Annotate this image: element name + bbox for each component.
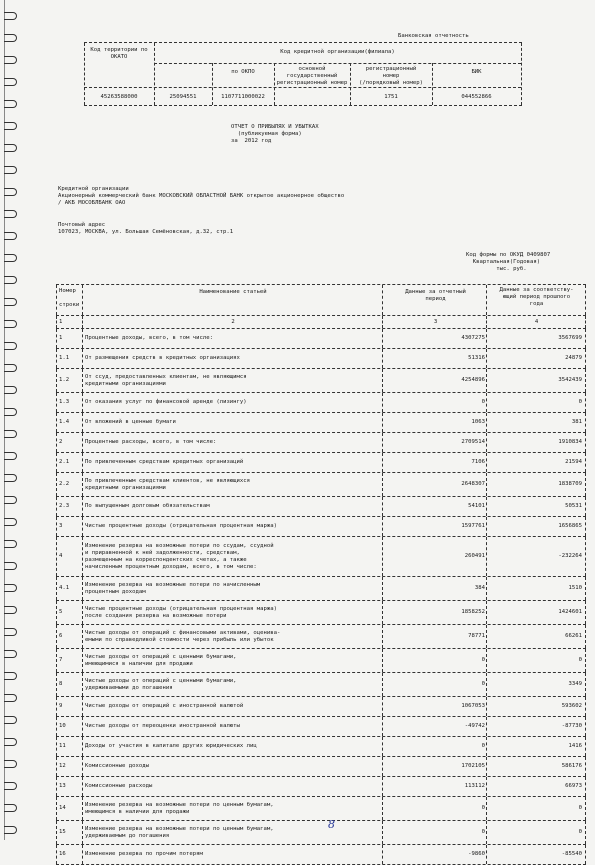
binding-loop: [4, 540, 17, 548]
table-row: [56, 433, 586, 453]
row-previous-value: -87730: [561, 723, 582, 729]
row-item-name: Чистые процентные доходы (отрицательная процентная маржа) после создания резерва на возможные потери: [85, 605, 277, 619]
row-current-value: 0: [481, 829, 485, 835]
row-number: 8: [59, 681, 63, 687]
binding-loop: [4, 386, 17, 394]
table-row: [56, 737, 586, 757]
row-current-value: 2709514: [461, 439, 485, 445]
row-item-name: Изменение резерва на возможные потери по ценным бумагам, удерживаемым до погашения: [85, 825, 274, 839]
row-current-value: 1063: [471, 419, 485, 425]
row-previous-value: 0: [578, 399, 582, 405]
row-item-name: Процентные расходы, всего, в том числе:: [85, 439, 217, 445]
row-previous-value: 3542439: [558, 377, 582, 383]
row-number: 4.1: [59, 585, 70, 591]
row-current-value: 0: [481, 681, 485, 687]
row-item-name: Изменение резерва на возможные потери по начисленным процентным доходам: [85, 581, 261, 595]
row-item-name: От вложений в ценные бумаги: [85, 419, 176, 425]
binding-loop: [4, 430, 17, 438]
header-okato: Код территории по ОКАТО: [90, 47, 148, 60]
row-number: 1.2: [59, 377, 70, 383]
binding-loop: [4, 188, 17, 196]
binding-loop: [4, 650, 17, 658]
binding-loop: [4, 738, 17, 746]
header-reg-number: регистрационный номер (/порядковый номер): [359, 66, 423, 86]
binding-loop: [4, 144, 17, 152]
binding-loop: [4, 210, 17, 218]
report-page: [26, 0, 595, 857]
table-row: [56, 797, 586, 821]
form-code: Код формы по ОКУД 0409807 Квартальная(Годовая) тыс. руб.: [466, 252, 551, 272]
row-number: 2: [59, 439, 63, 445]
binding-loop: [4, 496, 17, 504]
row-item-name: Чистые доходы от операций с иностранной валютой: [85, 703, 244, 709]
binding-loop: [4, 342, 17, 350]
table-row: [56, 413, 586, 433]
row-current-value: 78771: [468, 633, 485, 639]
header-previous-period: Данные за соответству- ющий период прошлого года: [499, 287, 574, 307]
row-previous-value: -85540: [561, 851, 582, 857]
header-credit-org-code: Код кредитной организации(филиала): [280, 49, 395, 55]
binding-loop: [4, 298, 17, 306]
row-number: 12: [59, 763, 66, 769]
row-previous-value: 1656865: [558, 523, 582, 529]
row-previous-value: 3567699: [558, 335, 582, 341]
row-number: 6: [59, 633, 63, 639]
report-category: Банковская отчетность: [398, 33, 469, 39]
binding-loop: [4, 254, 17, 262]
table-row: [56, 673, 586, 697]
row-number: 7: [59, 657, 63, 663]
table-body: [56, 329, 586, 865]
postal-address: Почтовый адрес 107023, МОСКВА, ул. Большая Семёновская, д.32, стр.1: [58, 222, 234, 235]
table-row: [56, 757, 586, 777]
table-row: [56, 845, 586, 865]
binding-loop: [4, 276, 17, 284]
row-previous-value: 21594: [565, 459, 582, 465]
binding-loop: [4, 716, 17, 724]
table-row: [56, 601, 586, 625]
table-row: [56, 393, 586, 413]
row-previous-value: -232264: [558, 553, 582, 559]
row-item-name: Чистые процентные доходы (отрицательная процентная маржа): [85, 523, 277, 529]
binding-loop: [4, 364, 17, 372]
row-number: 16: [59, 851, 66, 857]
row-current-value: 54101: [468, 503, 485, 509]
column-number: 1: [59, 319, 63, 325]
table-row: [56, 777, 586, 797]
row-item-name: Изменение резерва на возможные потери по ценным бумагам, имеющимся в наличии для продажи: [85, 801, 274, 815]
row-current-value: 2648307: [461, 481, 485, 487]
row-previous-value: 1910834: [558, 439, 582, 445]
row-number: 11: [59, 743, 66, 749]
binding-loop: [4, 12, 17, 20]
row-current-value: 1858252: [461, 609, 485, 615]
row-current-value: 0: [481, 805, 485, 811]
row-number: 2.1: [59, 459, 70, 465]
binding-loop: [4, 56, 17, 64]
row-current-value: 4254896: [461, 377, 485, 383]
bik-value: 044552866: [461, 94, 492, 100]
row-current-value: 113112: [464, 783, 485, 789]
column-number: 4: [534, 319, 539, 325]
organization-name: Кредитной организации Акционерный коммерческий банк МОСКОВСКИЙ ОБЛАСТНОЙ БАНК открытое акционерное общество / АКБ МОСОБЛБАНК ОАО: [58, 186, 345, 206]
row-item-name: Чистые доходы от переоценки иностранной валюты: [85, 723, 240, 729]
row-number: 15: [59, 829, 66, 835]
row-number: 3: [59, 523, 63, 529]
row-current-value: 1702105: [461, 763, 485, 769]
table-row: [56, 649, 586, 673]
row-item-name: Изменение резерва на возможные потери по ссудам, ссудной и приравненной к ней задолженности, средствам, размещенным на корреспондентских счетах, а также начисленным процентным доходам, всего, в том числе:: [85, 542, 274, 570]
table-row: [56, 717, 586, 737]
header-current-period: Данные за отчетный период: [405, 289, 466, 302]
header-bik: БИК: [471, 69, 482, 75]
binding-loop: [4, 34, 17, 42]
row-item-name: Чистые доходы от операций с ценными бумагами, имеющимися в наличии для продажи: [85, 653, 237, 667]
binding-loop: [4, 78, 17, 86]
row-previous-value: 66261: [565, 633, 582, 639]
row-item-name: От оказания услуг по финансовой аренде (лизингу): [85, 399, 247, 405]
table-row: [56, 453, 586, 473]
binding-loop: [4, 122, 17, 130]
row-item-name: От ссуд, предоставленных клиентам, не являющимся кредитными организациями: [85, 373, 247, 387]
column-number: 2: [231, 319, 235, 325]
row-number: 5: [59, 609, 63, 615]
row-previous-value: 1424601: [558, 609, 582, 615]
row-item-name: От размещения средств в кредитных организациях: [85, 355, 240, 361]
row-item-name: По выпущенным долговым обязательствам: [85, 503, 210, 509]
row-item-name: Доходы от участия в капитале других юридических лиц: [85, 743, 257, 749]
row-current-value: -9860: [468, 851, 485, 857]
okato-value: 45263588000: [100, 94, 138, 100]
row-previous-value: 0: [578, 805, 582, 811]
header-row-number: Номер строки: [59, 288, 80, 308]
row-number: 2.2: [59, 481, 70, 487]
binding-loop: [4, 562, 17, 570]
report-title: ОТЧЕТ О ПРИБЫЛЯХ И УБЫТКАХ (публикуемая форма) за 2012 год: [231, 124, 319, 144]
table-row: [56, 537, 586, 577]
row-current-value: 384: [474, 585, 485, 591]
row-previous-value: 1838709: [558, 481, 582, 487]
column-number-row: [56, 316, 586, 329]
row-previous-value: 24879: [565, 355, 582, 361]
binding-loop: [4, 320, 17, 328]
header-item-name: Наименование статьей: [199, 289, 267, 295]
spiral-binding: [0, 0, 26, 840]
table-row: [56, 369, 586, 393]
table-row: [56, 349, 586, 369]
handwritten-page-number: 8: [328, 818, 335, 831]
row-current-value: 4307275: [461, 335, 485, 341]
row-number: 1.3: [59, 399, 70, 405]
row-previous-value: 3349: [568, 681, 582, 687]
binding-loop: [4, 166, 17, 174]
binding-loop: [4, 100, 17, 108]
row-current-value: 1067053: [461, 703, 485, 709]
row-previous-value: 50531: [565, 503, 582, 509]
row-number: 10: [59, 723, 66, 729]
table-header: [56, 284, 586, 316]
income-statement-table: [56, 284, 586, 865]
binding-loop: [4, 474, 17, 482]
row-previous-value: 1510: [568, 585, 582, 591]
binding-loop: [4, 452, 17, 460]
row-previous-value: 0: [578, 657, 582, 663]
row-number: 13: [59, 783, 66, 789]
binding-loop: [4, 760, 17, 768]
row-number: 4: [59, 553, 63, 559]
row-current-value: 7106: [471, 459, 485, 465]
row-current-value: 51316: [468, 355, 485, 361]
row-number: 9: [59, 703, 63, 709]
header-okpo: по ОКПО: [231, 69, 255, 75]
row-previous-value: 1416: [568, 743, 582, 749]
table-row: [56, 577, 586, 601]
row-item-name: Комиссионные доходы: [85, 763, 149, 769]
row-number: 2.3: [59, 503, 70, 509]
row-item-name: По привлеченным средствам клиентов, не являющихся кредитными организациями: [85, 477, 251, 491]
okpo-value: 25094551: [169, 94, 197, 100]
table-row: [56, 697, 586, 717]
row-item-name: Изменение резерва по прочим потерям: [85, 851, 203, 857]
binding-loop: [4, 584, 17, 592]
row-current-value: -49742: [464, 723, 485, 729]
row-item-name: Чистые доходы от операций с финансовыми активами, оценива- емыми по справедливой стоимости через прибыль или убыток: [85, 629, 281, 643]
table-row: [56, 517, 586, 537]
binding-loop: [4, 408, 17, 416]
column-number: 3: [433, 319, 438, 325]
binding-loop: [4, 628, 17, 636]
binding-loop: [4, 606, 17, 614]
row-item-name: Процентные доходы, всего, в том числе:: [85, 335, 213, 341]
binding-loop: [4, 826, 17, 834]
row-item-name: По привлеченным средствам кредитных организаций: [85, 459, 244, 465]
row-previous-value: 381: [571, 419, 582, 425]
table-row: [56, 497, 586, 517]
reg-number-value: 1751: [384, 94, 398, 100]
header-ogrn: основной государственный регистрационный номер: [276, 66, 348, 86]
table-row: [56, 821, 586, 845]
binding-loop: [4, 694, 17, 702]
row-previous-value: 0: [578, 829, 582, 835]
binding-loop: [4, 518, 17, 526]
binding-loop: [4, 672, 17, 680]
row-item-name: Чистые доходы от операций с ценными бумагами, удерживаемыми до погашения: [85, 677, 237, 691]
table-row: [56, 329, 586, 349]
binding-loop: [4, 232, 17, 240]
row-current-value: 260491: [464, 553, 485, 559]
row-current-value: 1597761: [461, 523, 485, 529]
table-row: [56, 625, 586, 649]
binding-loop: [4, 804, 17, 812]
table-row: [56, 473, 586, 497]
row-current-value: 0: [481, 743, 485, 749]
row-current-value: 0: [481, 399, 485, 405]
ogrn-value: 1107711000022: [221, 94, 265, 100]
row-previous-value: 66973: [565, 783, 582, 789]
row-number: 1: [59, 335, 63, 341]
row-previous-value: 586176: [561, 763, 582, 769]
row-previous-value: 593602: [561, 703, 582, 709]
row-item-name: Комиссионные расходы: [85, 783, 153, 789]
row-number: 1.4: [59, 419, 70, 425]
row-number: 14: [59, 805, 66, 811]
row-current-value: 0: [481, 657, 485, 663]
registration-table: [84, 42, 522, 106]
binding-loop: [4, 782, 17, 790]
row-number: 1.1: [59, 355, 70, 361]
